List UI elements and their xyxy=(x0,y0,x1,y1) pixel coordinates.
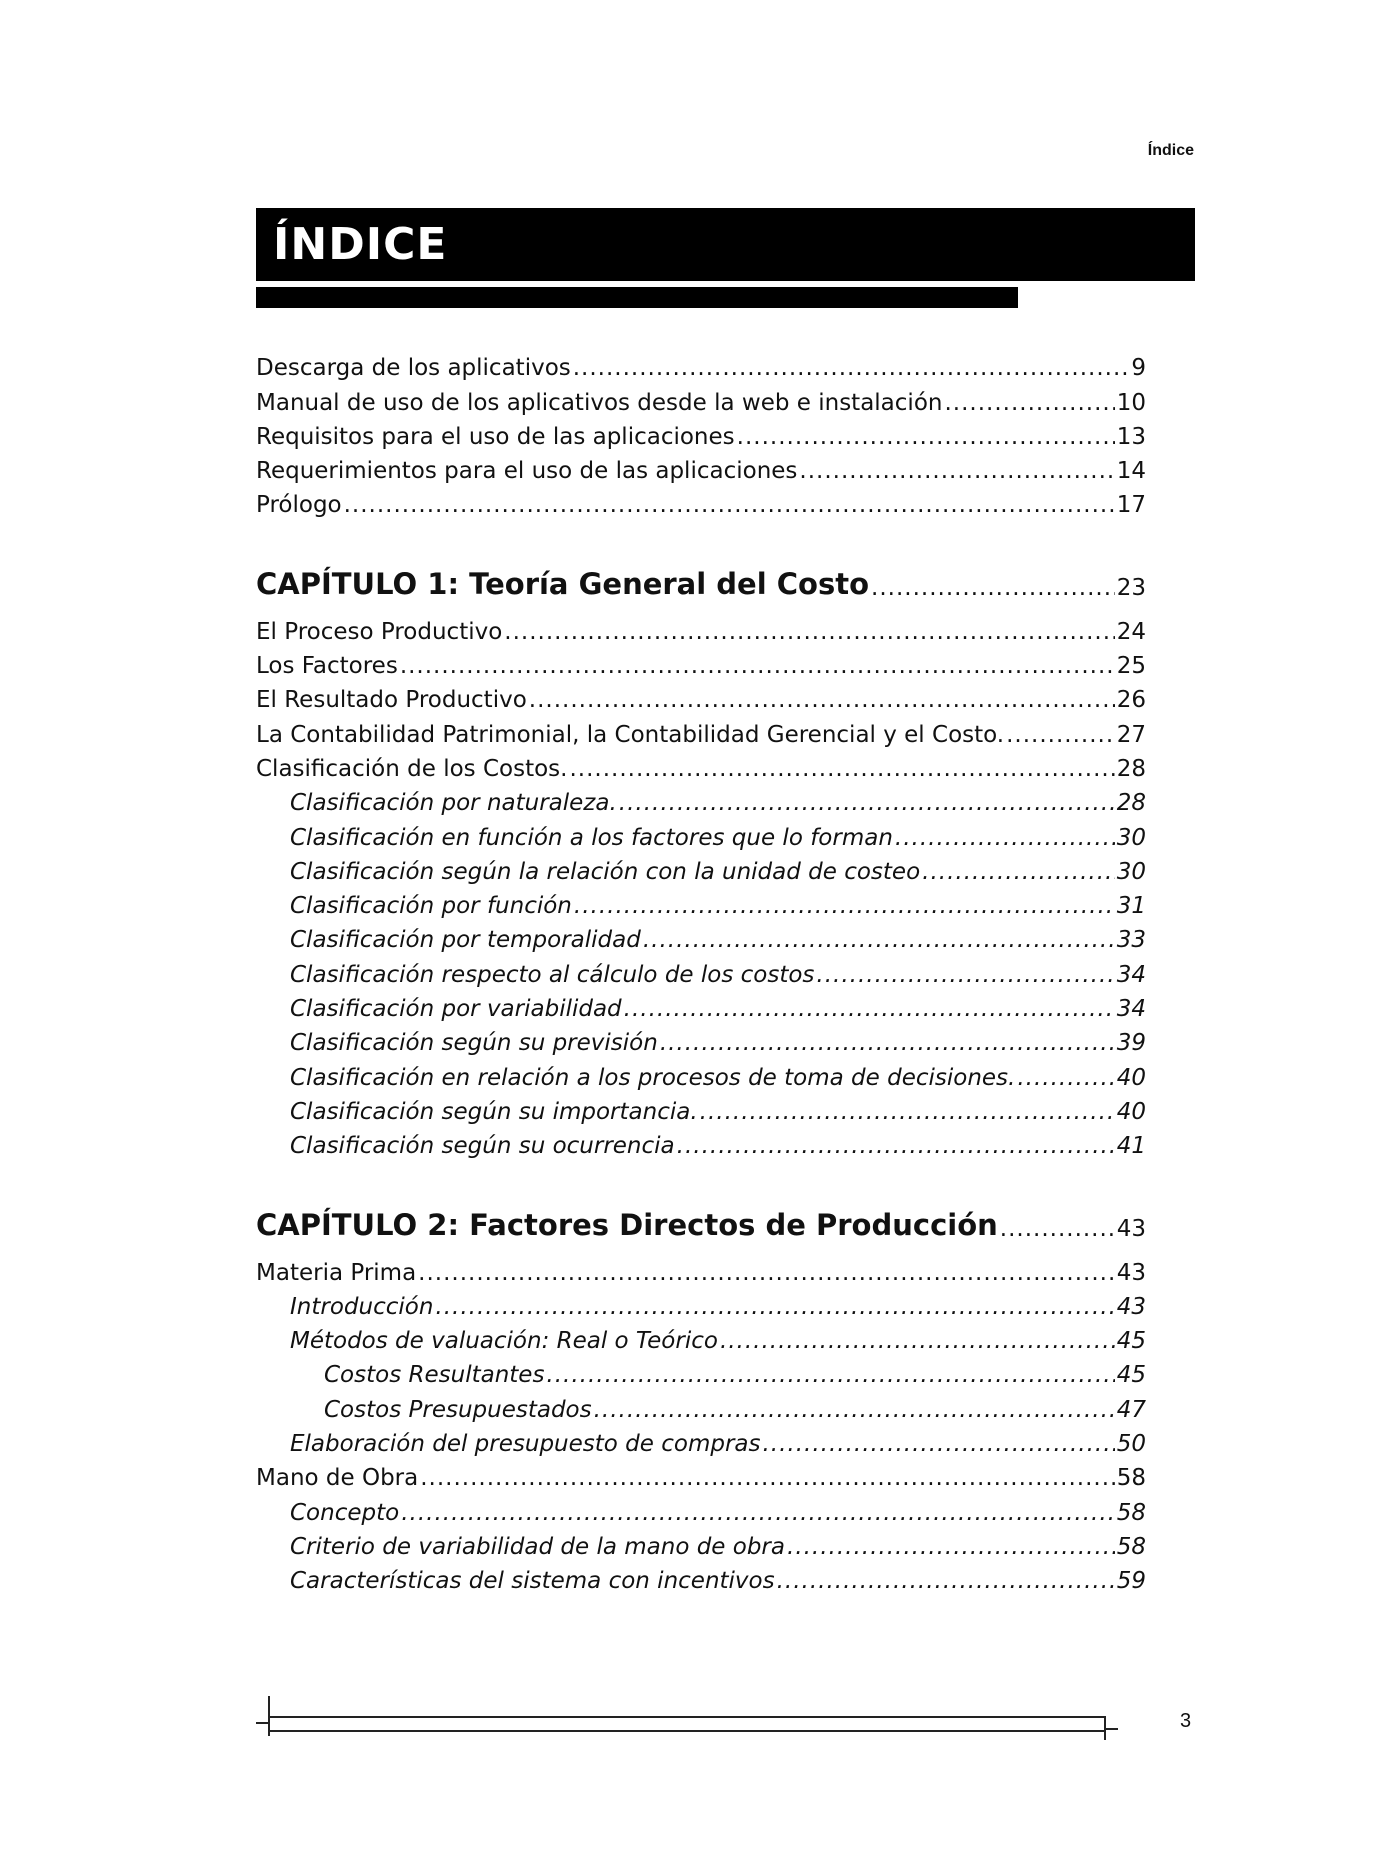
chapter-title: CAPÍTULO 1: Teoría General del Costo xyxy=(256,567,870,602)
toc-entry-text: El Proceso Productivo xyxy=(256,618,503,645)
dot-leader xyxy=(643,924,1115,956)
dot-leader xyxy=(700,1096,1115,1128)
toc-entry-text: Concepto xyxy=(290,1499,400,1526)
toc-entry[interactable] xyxy=(256,453,1146,487)
toc-entry-page: 50 xyxy=(1116,1431,1146,1458)
toc-entry-page: 28 xyxy=(1116,755,1146,782)
chapter-heading[interactable] xyxy=(256,1204,1146,1244)
toc-subentry[interactable] xyxy=(256,922,1146,956)
dot-leader xyxy=(624,993,1115,1025)
toc-entry-page: 58 xyxy=(1116,1465,1146,1492)
toc-entry-text: Costos Resultantes xyxy=(324,1362,545,1389)
toc-entry-page: 33 xyxy=(1116,927,1146,954)
toc-entry-text: Clasificación según su importancia. xyxy=(290,1098,698,1125)
chapter-title: CAPÍTULO 2: Factores Directos de Producción xyxy=(256,1208,998,1243)
toc-entry[interactable] xyxy=(256,613,1146,647)
dot-leader xyxy=(400,650,1115,682)
toc-entry-text: Materia Prima xyxy=(256,1259,417,1286)
toc-subentry[interactable] xyxy=(256,1025,1146,1059)
dot-leader xyxy=(777,1565,1115,1597)
toc-subentry[interactable] xyxy=(256,991,1146,1025)
toc-entry-text: Introducción xyxy=(290,1293,434,1320)
toc-entry[interactable] xyxy=(256,487,1146,521)
toc-entry-page: 43 xyxy=(1116,1293,1146,1320)
toc-entry-page: 45 xyxy=(1116,1362,1146,1389)
dot-leader xyxy=(762,1428,1114,1460)
dot-leader xyxy=(546,1359,1114,1391)
toc-subsubentry[interactable] xyxy=(256,1391,1146,1425)
toc-entry[interactable] xyxy=(256,751,1146,785)
toc-entry-text: Clasificación por naturaleza. xyxy=(290,790,617,817)
toc-entry-page: 39 xyxy=(1116,1030,1146,1057)
toc-subentry[interactable] xyxy=(256,1529,1146,1563)
toc-entry-text: Clasificación según la relación con la unidad de costeo xyxy=(290,858,921,885)
toc-entry-text: Clasificación en función a los factores que lo forman xyxy=(290,824,893,851)
toc-entry[interactable] xyxy=(256,1460,1146,1494)
running-head: Índice xyxy=(1147,142,1194,159)
toc-entry-page: 24 xyxy=(1116,618,1146,645)
toc-entry-text: Clasificación por variabilidad xyxy=(290,996,622,1023)
dot-leader xyxy=(787,1531,1115,1563)
toc-entry-text: Clasificación de los Costos. xyxy=(256,755,568,782)
dot-leader xyxy=(574,890,1115,922)
toc-entry-text: Costos Presupuestados xyxy=(324,1396,592,1423)
dot-leader xyxy=(504,616,1114,648)
toc-subentry[interactable] xyxy=(256,1426,1146,1460)
dot-leader xyxy=(418,1257,1115,1289)
toc-entry-text: Clasificación respecto al cálculo de los costos xyxy=(290,961,815,988)
toc-entry-page: 58 xyxy=(1116,1499,1146,1526)
toc-subentry[interactable] xyxy=(256,854,1146,888)
toc-entry-text: Clasificación en relación a los procesos de toma de decisiones. xyxy=(290,1064,1016,1091)
toc-entry-page: 27 xyxy=(1116,721,1146,748)
dot-leader xyxy=(569,753,1114,785)
title-bar xyxy=(256,208,1195,281)
toc-entry[interactable] xyxy=(256,384,1146,418)
dot-leader xyxy=(1000,1214,1115,1244)
toc-entry-page: 26 xyxy=(1116,687,1146,714)
toc-entry-text: Clasificación según su ocurrencia xyxy=(290,1133,675,1160)
toc-subentry[interactable] xyxy=(256,819,1146,853)
toc-subentry[interactable] xyxy=(256,888,1146,922)
dot-leader xyxy=(660,1027,1115,1059)
dot-leader xyxy=(1017,1062,1114,1094)
footer-crop-mark xyxy=(268,1696,270,1736)
toc-entry-page: 43 xyxy=(1116,1259,1146,1286)
toc-entry-text: Descarga de los aplicativos xyxy=(256,355,571,382)
toc-entry-text: Clasificación por temporalidad xyxy=(290,927,641,954)
footer-rule xyxy=(268,1716,1106,1732)
toc-entry-page: 13 xyxy=(1116,423,1146,450)
toc-subentry[interactable] xyxy=(256,1563,1146,1597)
dot-leader xyxy=(816,959,1114,991)
dot-leader xyxy=(799,455,1114,487)
toc-entry-page: 40 xyxy=(1116,1064,1146,1091)
dot-leader xyxy=(895,822,1115,854)
toc-entry[interactable] xyxy=(256,648,1146,682)
toc-entry-page: 34 xyxy=(1116,996,1146,1023)
toc-subentry[interactable] xyxy=(256,1494,1146,1528)
toc-entry-page: 9 xyxy=(1131,355,1146,382)
toc-entry-text: Métodos de valuación: Real o Teórico xyxy=(290,1328,718,1355)
toc-subentry[interactable] xyxy=(256,1289,1146,1323)
dot-leader xyxy=(420,1462,1115,1494)
toc-entry-page: 14 xyxy=(1116,458,1146,485)
chapter-heading[interactable] xyxy=(256,563,1146,603)
toc-entry-text: Elaboración del presupuesto de compras xyxy=(290,1431,761,1458)
dot-leader xyxy=(720,1325,1115,1357)
toc-entry[interactable] xyxy=(256,682,1146,716)
toc-entry-text: Clasificación según su previsión xyxy=(290,1030,658,1057)
toc-entry-page: 41 xyxy=(1116,1133,1146,1160)
page-number: 3 xyxy=(1180,1710,1192,1732)
toc-entry[interactable] xyxy=(256,716,1146,750)
chapter-page: 43 xyxy=(1116,1216,1146,1243)
table-of-contents xyxy=(256,350,1146,1597)
toc-subsubentry[interactable] xyxy=(256,1357,1146,1391)
toc-entry-text: Características del sistema con incentivos xyxy=(290,1568,775,1595)
toc-entry-text: Manual de uso de los aplicativos desde la web e instalación xyxy=(256,389,943,416)
dot-leader xyxy=(573,352,1130,384)
dot-leader xyxy=(435,1291,1114,1323)
toc-entry-page: 47 xyxy=(1116,1396,1146,1423)
dot-leader xyxy=(871,573,1115,603)
toc-entry-text: Los Factores xyxy=(256,653,398,680)
toc-entry-text: La Contabilidad Patrimonial, la Contabilidad Gerencial y el Costo. xyxy=(256,721,1005,748)
chapter-page: 23 xyxy=(1116,575,1146,602)
toc-subentry[interactable] xyxy=(256,956,1146,990)
dot-leader xyxy=(594,1394,1115,1426)
page-title: ÍNDICE xyxy=(273,219,448,270)
toc-entry-page: 17 xyxy=(1116,492,1146,519)
toc-entry-text: Mano de Obra xyxy=(256,1465,419,1492)
dot-leader xyxy=(1006,719,1115,751)
title-underbar xyxy=(256,287,1018,308)
toc-entry-page: 30 xyxy=(1116,858,1146,885)
footer-crop-mark xyxy=(256,1722,270,1724)
dot-leader xyxy=(737,421,1115,453)
toc-subentry[interactable] xyxy=(256,1128,1146,1162)
dot-leader xyxy=(401,1497,1115,1529)
footer-crop-mark xyxy=(1104,1728,1118,1730)
dot-leader xyxy=(922,856,1115,888)
toc-subentry[interactable] xyxy=(256,1094,1146,1128)
dot-leader xyxy=(944,387,1114,419)
toc-subentry[interactable] xyxy=(256,1059,1146,1093)
toc-entry-page: 10 xyxy=(1116,389,1146,416)
dot-leader xyxy=(677,1130,1115,1162)
toc-entry-page: 45 xyxy=(1116,1328,1146,1355)
toc-entry[interactable] xyxy=(256,350,1146,384)
toc-entry-text: Prólogo xyxy=(256,492,342,519)
toc-entry-text: Criterio de variabilidad de la mano de obra xyxy=(290,1533,785,1560)
toc-entry-text: El Resultado Productivo xyxy=(256,687,527,714)
toc-entry-page: 28 xyxy=(1116,790,1146,817)
toc-entry[interactable] xyxy=(256,1254,1146,1288)
toc-entry[interactable] xyxy=(256,419,1146,453)
toc-entry-page: 25 xyxy=(1116,653,1146,680)
toc-entry-page: 40 xyxy=(1116,1098,1146,1125)
toc-entry-page: 58 xyxy=(1116,1533,1146,1560)
toc-entry-text: Requisitos para el uso de las aplicaciones xyxy=(256,423,735,450)
toc-subentry[interactable] xyxy=(256,785,1146,819)
toc-entry-text: Requerimientos para el uso de las aplicaciones xyxy=(256,458,798,485)
toc-subentry[interactable] xyxy=(256,1323,1146,1357)
toc-entry-page: 59 xyxy=(1116,1568,1146,1595)
dot-leader xyxy=(529,684,1115,716)
dot-leader xyxy=(344,489,1115,521)
toc-entry-page: 30 xyxy=(1116,824,1146,851)
dot-leader xyxy=(619,787,1115,819)
toc-entry-page: 31 xyxy=(1116,893,1146,920)
toc-entry-page: 34 xyxy=(1116,961,1146,988)
toc-entry-text: Clasificación por función xyxy=(290,893,572,920)
